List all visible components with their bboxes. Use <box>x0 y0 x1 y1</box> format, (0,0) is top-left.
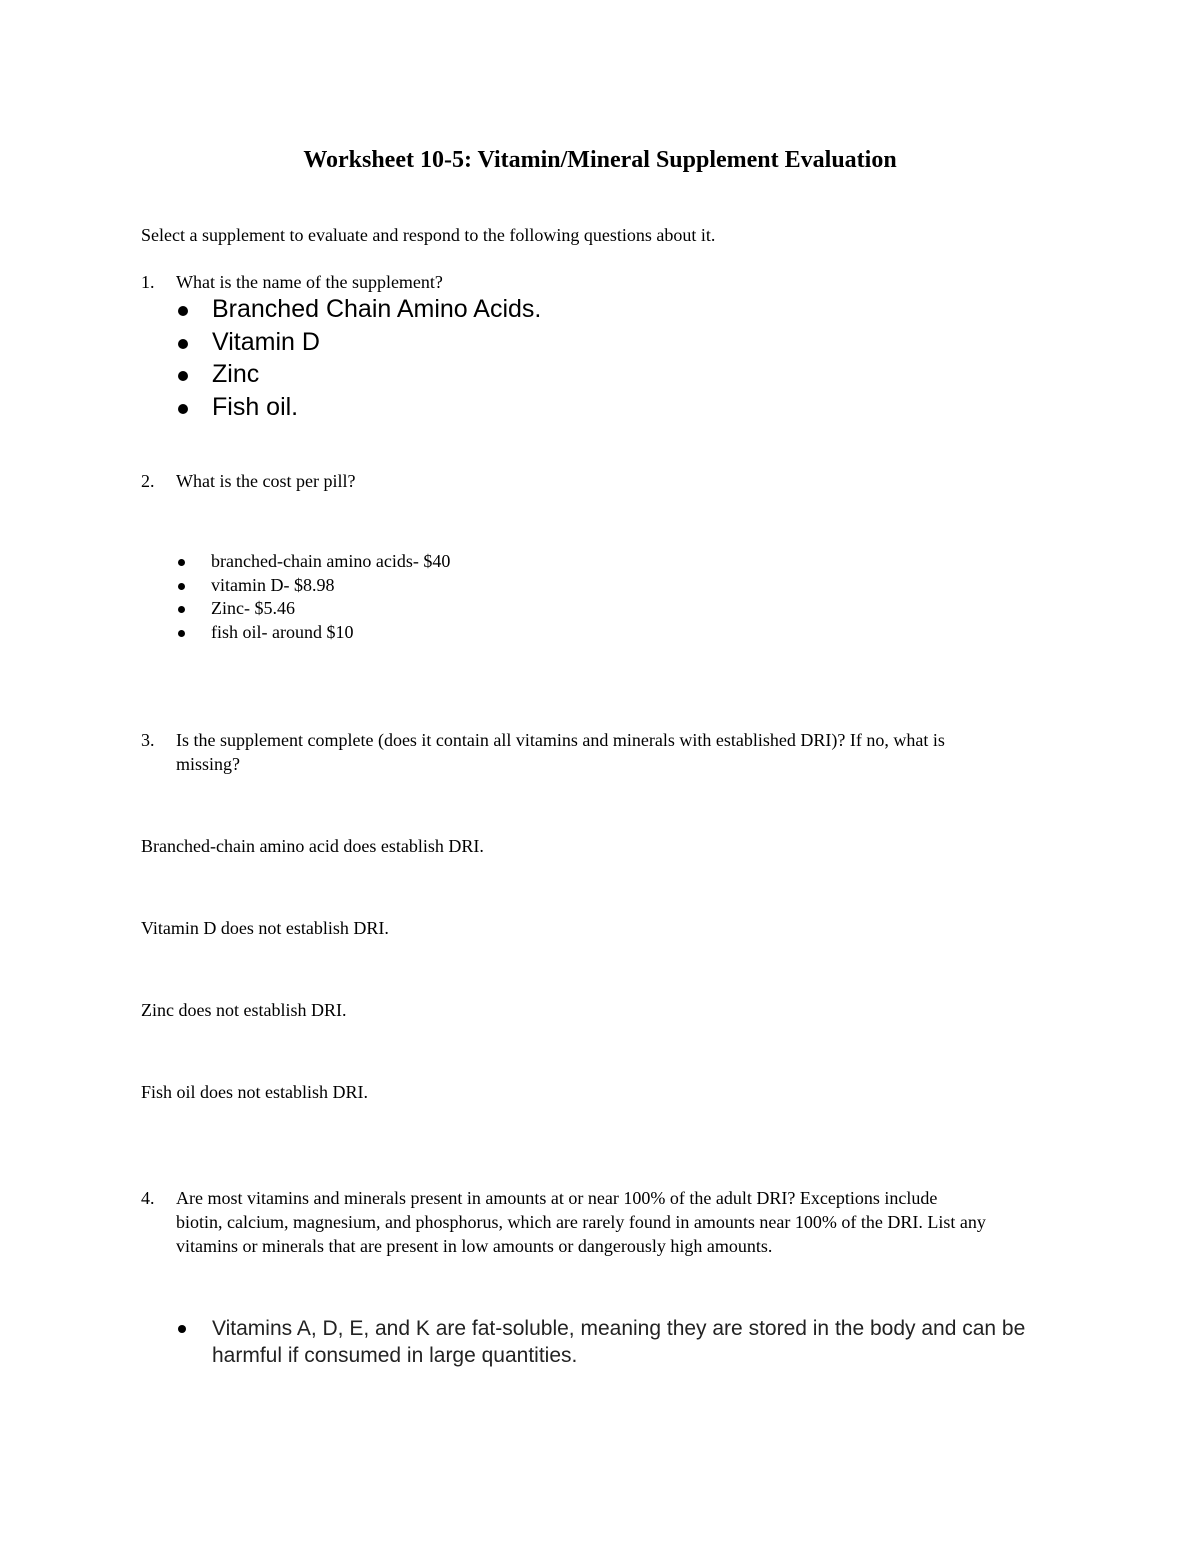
question-3-answer: Zinc does not establish DRI. <box>141 1000 347 1020</box>
intro-text: Select a supplement to evaluate and respond to the following questions about it. <box>141 225 716 245</box>
question-4-answer-line-1: Vitamins A, D, E, and K are fat-soluble, meaning they are stored in the body and can be <box>212 1317 1026 1340</box>
answer-text: branched-chain amino acids- $40 <box>211 551 451 571</box>
question-3-text-line-2: missing? <box>176 754 241 774</box>
list-item <box>176 391 541 424</box>
bullet-dot-icon <box>178 559 185 566</box>
question-3-answer: Fish oil does not establish DRI. <box>141 1082 369 1102</box>
bullet-dot-icon <box>178 306 188 316</box>
question-1-answer-list <box>176 293 541 423</box>
list-item <box>176 358 541 391</box>
page-title: Worksheet 10-5: Vitamin/Mineral Supplement Evaluation <box>303 147 897 173</box>
answer-text: Zinc <box>212 360 260 388</box>
question-3-answer: Vitamin D does not establish DRI. <box>141 918 389 938</box>
question-4-text-line-2: biotin, calcium, magnesium, and phosphorus, which are rarely found in amounts near 100% of the DRI. List any <box>176 1212 986 1232</box>
question-4-text-line-3: vitamins or minerals that are present in low amounts or dangerously high amounts. <box>176 1236 773 1256</box>
answer-text: fish oil- around $10 <box>211 621 354 642</box>
bullet-dot-icon <box>178 371 188 381</box>
question-4-text-line-1: Are most vitamins and minerals present in amounts at or near 100% of the adult DRI? Exceptions include <box>176 1188 938 1208</box>
answer-text: Zinc- $5.46 <box>211 598 295 618</box>
list-item <box>176 597 450 621</box>
question-4-answer <box>176 1315 1112 1369</box>
question-1-text: What is the name of the supplement? <box>176 272 443 292</box>
list-item <box>176 550 450 574</box>
list-item <box>176 621 450 645</box>
question-3-answer: Branched-chain amino acid does establish DRI. <box>141 836 484 856</box>
question-2-answer-list <box>176 550 450 644</box>
question-2-text: What is the cost per pill? <box>176 471 356 491</box>
question-1-number: 1. <box>141 272 155 292</box>
bullet-dot-icon <box>178 606 185 613</box>
answer-text: Vitamin D <box>212 327 320 356</box>
list-item <box>176 293 541 326</box>
list-item <box>176 574 450 598</box>
bullet-dot-icon <box>178 404 188 414</box>
bullet-dot-icon <box>178 339 188 349</box>
list-item <box>176 326 541 359</box>
question-3-number: 3. <box>141 730 155 750</box>
question-2-number: 2. <box>141 471 155 491</box>
question-4-answer-line-2: harmful if consumed in large quantities. <box>212 1344 578 1367</box>
answer-text: vitamin D- $8.98 <box>211 574 335 595</box>
question-3-text-line-1: Is the supplement complete (does it contain all vitamins and minerals with established DRI)? If no, what is <box>176 730 945 750</box>
bullet-dot-icon <box>178 1325 186 1333</box>
answer-text: Branched Chain Amino Acids. <box>212 295 542 323</box>
answer-text: Fish oil. <box>212 392 299 421</box>
question-4-number: 4. <box>141 1188 155 1208</box>
bullet-dot-icon <box>178 630 185 637</box>
bullet-dot-icon <box>178 583 185 590</box>
